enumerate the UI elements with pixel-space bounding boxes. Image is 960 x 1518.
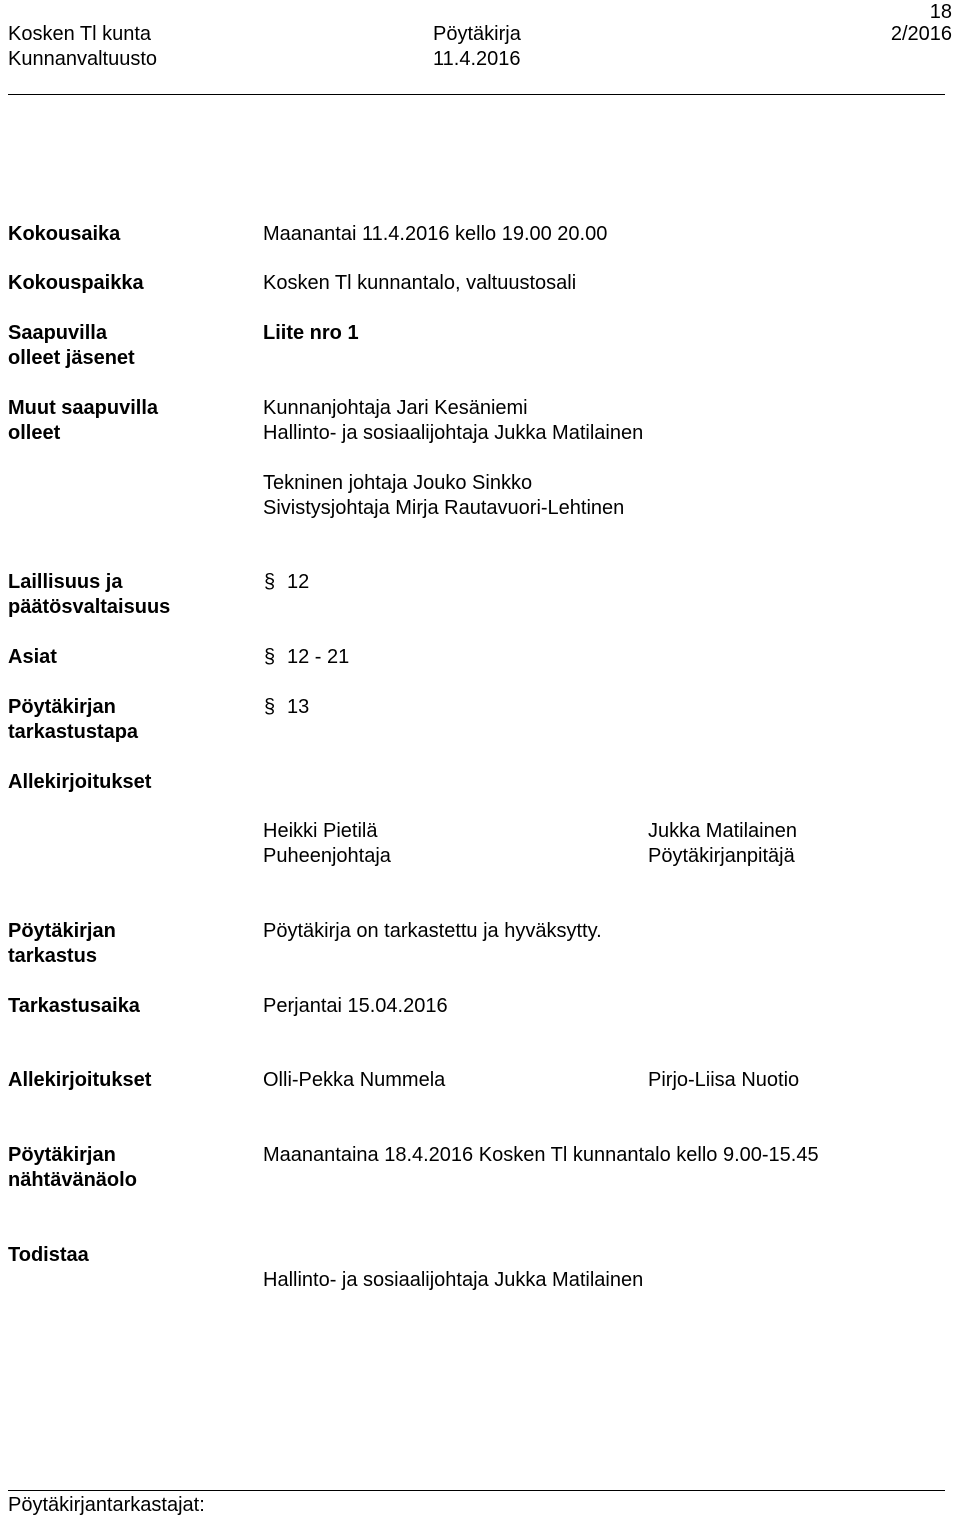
legality-section: 12: [287, 571, 310, 593]
secretary-name: Jukka Matilainen: [648, 820, 797, 842]
display-value: Maanantaina 18.4.2016 Kosken Tl kunnantalo kello 9.00-15.45: [263, 1144, 819, 1166]
display-label-line1: Pöytäkirjan: [8, 1144, 116, 1166]
secretary-title: Pöytäkirjanpitäjä: [648, 845, 795, 867]
protocol-number: 2/2016: [890, 23, 952, 45]
review-method-label-line1: Pöytäkirjan: [8, 696, 116, 718]
other-attendee: Kunnanjohtaja Jari Kesäniemi: [263, 397, 528, 419]
page-number: 18: [929, 1, 952, 23]
review-label-line2: tarkastus: [8, 945, 97, 967]
reviewer-2: Pirjo-Liisa Nuotio: [648, 1069, 800, 1091]
section-sign-icon: [263, 645, 281, 667]
reviewer-1: Olli-Pekka Nummela: [263, 1069, 446, 1091]
header-org: Kosken Tl kunta: [8, 23, 152, 45]
chair-title: Puheenjohtaja: [263, 845, 391, 867]
signatures-label: Allekirjoitukset: [8, 771, 152, 793]
footer-rule: [8, 1490, 945, 1491]
legality-label-line1: Laillisuus ja: [8, 571, 123, 593]
meeting-place-label: Kokouspaikka: [8, 272, 144, 294]
other-attendee: Sivistysjohtaja Mirja Rautavuori-Lehtinen: [263, 497, 625, 519]
header-date: 11.4.2016: [433, 48, 521, 70]
review-method-label-line2: tarkastustapa: [8, 721, 139, 743]
meeting-time-value: Maanantai 11.4.2016 kello 19.00 20.00: [263, 223, 608, 245]
review-label-line1: Pöytäkirjan: [8, 920, 116, 942]
chair-name: Heikki Pietilä: [263, 820, 378, 842]
certify-label: Todistaa: [8, 1244, 89, 1266]
matters-value: [263, 645, 349, 670]
meeting-time-label: Kokousaika: [8, 223, 121, 245]
others-label-line1: Muut saapuvilla: [8, 397, 159, 419]
footer-label: Pöytäkirjantarkastajat:: [8, 1494, 205, 1516]
others-label-line2: olleet: [8, 422, 61, 444]
review-time-label: Tarkastusaika: [8, 995, 140, 1017]
section-sign-icon: [263, 570, 281, 592]
present-value: Liite nro 1: [263, 322, 359, 344]
review-time-value: Perjantai 15.04.2016: [263, 995, 448, 1017]
matters-sections: 12 - 21: [287, 646, 350, 668]
review-signatures-label: Allekirjoitukset: [8, 1069, 152, 1091]
other-attendee: Hallinto- ja sosiaalijohtaja Jukka Matilainen: [263, 422, 644, 444]
display-label-line2: nähtävänäolo: [8, 1169, 137, 1191]
other-attendee: Tekninen johtaja Jouko Sinkko: [263, 472, 533, 494]
review-method-value: [263, 695, 309, 720]
review-method-section: 13: [287, 696, 310, 718]
header-doc-type: Pöytäkirja: [433, 23, 521, 45]
header-rule: [8, 94, 945, 95]
matters-label: Asiat: [8, 646, 57, 668]
certify-value: Hallinto- ja sosiaalijohtaja Jukka Matilainen: [263, 1269, 644, 1291]
legality-value: [263, 570, 309, 595]
present-label-line1: Saapuvilla: [8, 322, 107, 344]
svg-text:§: §: [264, 571, 276, 592]
legality-label-line2: päätösvaltaisuus: [8, 596, 171, 618]
section-sign-icon: [263, 695, 281, 717]
meeting-place-value: Kosken Tl kunnantalo, valtuustosali: [263, 272, 577, 294]
svg-text:§: §: [264, 646, 276, 667]
present-label-line2: olleet jäsenet: [8, 347, 135, 369]
svg-text:§: §: [264, 696, 276, 717]
header-body: Kunnanvaltuusto: [8, 48, 158, 70]
review-value: Pöytäkirja on tarkastettu ja hyväksytty.: [263, 920, 602, 942]
